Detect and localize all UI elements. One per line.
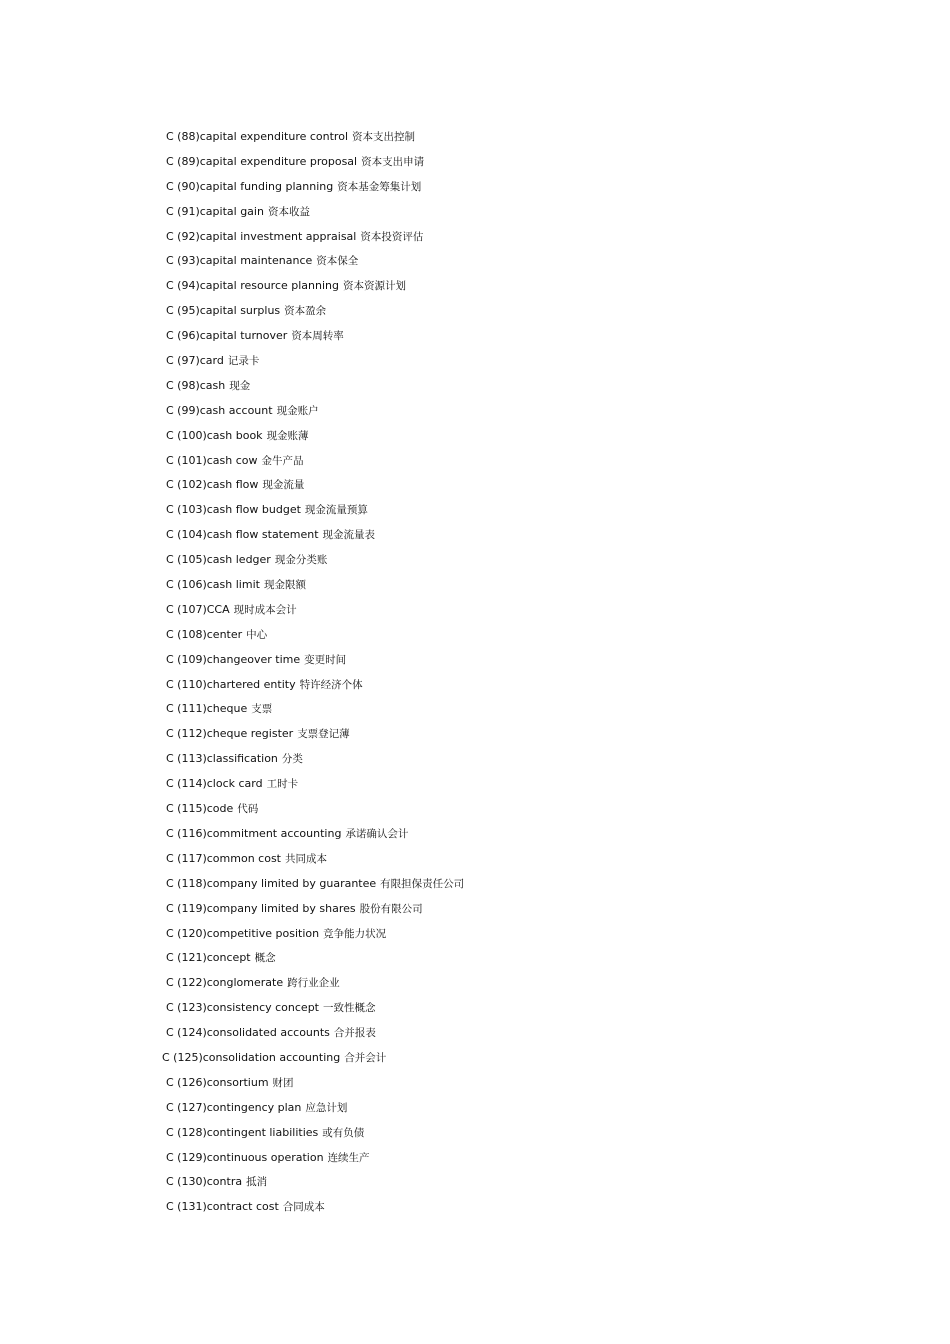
glossary-entry — [166, 127, 464, 152]
term-chinese: 资本支出申请 — [361, 155, 425, 168]
term-chinese: 共同成本 — [284, 852, 327, 865]
term-chinese: 现金限额 — [263, 579, 306, 592]
term-chinese: 现时成本会计 — [233, 603, 297, 616]
term-english: C (121)concept — [166, 951, 251, 965]
glossary-entry — [166, 251, 464, 276]
term-chinese: 代码 — [237, 803, 259, 816]
term-english: C (122)conglomerate — [166, 976, 284, 990]
term-chinese: 支票 — [251, 703, 273, 716]
glossary-entry — [166, 874, 464, 899]
term-english: C (116)commitment accounting — [166, 826, 342, 840]
term-english: C (106)cash limit — [166, 578, 260, 592]
term-english: C (114)clock card — [166, 777, 263, 791]
term-chinese: 资本支出控制 — [352, 131, 415, 143]
glossary-entry — [166, 625, 464, 650]
term-chinese: 资本收益 — [267, 205, 310, 218]
glossary-entry — [166, 301, 464, 326]
glossary-entry — [166, 799, 464, 824]
term-english: C (91)capital gain — [166, 204, 264, 218]
term-english: C (92)capital investment appraisal — [166, 229, 357, 243]
term-english: C (113)classification — [166, 752, 278, 766]
glossary-entry — [166, 1197, 464, 1222]
glossary-entry — [166, 1123, 464, 1148]
term-english: C (117)common cost — [166, 851, 281, 865]
term-chinese: 金牛产品 — [261, 454, 304, 467]
term-chinese: 资本保全 — [316, 255, 359, 268]
glossary-entry — [166, 177, 464, 202]
term-chinese: 股份有限公司 — [359, 902, 423, 915]
glossary-entry — [166, 152, 464, 177]
term-english: C (95)capital surplus — [166, 304, 281, 318]
term-english: C (96)capital turnover — [166, 329, 288, 343]
glossary-entry — [166, 451, 464, 476]
term-chinese: 工时卡 — [266, 778, 299, 791]
glossary-entry — [166, 1098, 464, 1123]
glossary-entry — [166, 326, 464, 351]
term-chinese: 合并报表 — [333, 1027, 376, 1040]
term-english: C (93)capital maintenance — [166, 254, 313, 268]
term-chinese: 现金流量表 — [322, 529, 376, 542]
term-english: C (109)changeover time — [166, 652, 301, 666]
term-chinese: 跨行业企业 — [287, 977, 340, 990]
term-english: C (125)consolidation accounting — [162, 1050, 341, 1064]
term-english: C (126)consortium — [166, 1075, 269, 1089]
term-english: C (130)contra — [166, 1175, 243, 1189]
term-chinese: 现金流量预算 — [304, 504, 368, 517]
term-english: C (124)consolidated accounts — [166, 1026, 330, 1040]
term-chinese: 资本资源计划 — [343, 280, 406, 293]
glossary-entry — [166, 724, 464, 749]
glossary-entry — [162, 1048, 464, 1073]
term-english: C (108)center — [166, 627, 243, 641]
glossary-entry — [166, 401, 464, 426]
glossary-entry — [166, 575, 464, 600]
term-english: C (103)cash flow budget — [166, 503, 301, 517]
term-english: C (99)cash account — [166, 403, 273, 417]
term-chinese: 竞争能力状况 — [323, 927, 387, 940]
term-english: C (127)contingency plan — [166, 1100, 302, 1114]
term-english: C (119)company limited by shares — [166, 901, 356, 915]
term-english: C (110)chartered entity — [166, 677, 296, 691]
term-english: C (107)CCA — [166, 602, 230, 616]
glossary-entry — [166, 849, 464, 874]
glossary-entry — [166, 1023, 464, 1048]
term-chinese: 记录卡 — [227, 355, 260, 368]
term-english: C (98)cash — [166, 378, 226, 392]
term-chinese: 分类 — [281, 753, 303, 766]
term-chinese: 资本基金筹集计划 — [337, 180, 422, 193]
term-english: C (120)competitive position — [166, 926, 320, 940]
term-english: C (100)cash book — [166, 428, 263, 442]
term-chinese: 财团 — [272, 1076, 294, 1089]
term-english: C (90)capital funding planning — [166, 179, 334, 193]
term-english: C (129)continuous operation — [166, 1150, 324, 1164]
glossary-entry — [166, 774, 464, 799]
term-chinese: 资本盈余 — [284, 305, 327, 318]
term-chinese: 现金分类账 — [274, 554, 328, 567]
term-chinese: 现金流量 — [262, 479, 305, 492]
glossary-entry — [166, 675, 464, 700]
term-english: C (123)consistency concept — [166, 1001, 319, 1015]
glossary-entry — [166, 998, 464, 1023]
term-english: C (112)cheque register — [166, 727, 294, 741]
term-english: C (115)code — [166, 802, 234, 816]
glossary-list — [162, 127, 465, 1222]
glossary-entry — [166, 276, 464, 301]
glossary-entry — [166, 550, 464, 575]
glossary-entry — [166, 1172, 464, 1197]
term-chinese: 概念 — [254, 952, 276, 965]
term-chinese: 资本投资评估 — [360, 230, 424, 243]
glossary-entry — [166, 475, 464, 500]
term-chinese: 合并会计 — [344, 1051, 387, 1064]
glossary-entry — [166, 525, 464, 550]
glossary-entry — [166, 749, 464, 774]
term-chinese: 现金账户 — [276, 404, 319, 417]
term-chinese: 中心 — [246, 628, 268, 641]
term-english: C (111)cheque — [166, 702, 248, 716]
term-chinese: 连续生产 — [327, 1151, 370, 1164]
term-english: C (128)contingent liabilities — [166, 1125, 319, 1139]
term-english: C (97)card — [166, 354, 224, 368]
glossary-entry — [166, 973, 464, 998]
glossary-entry — [166, 202, 464, 227]
glossary-entry — [166, 1073, 464, 1098]
term-chinese: 支票登记薄 — [297, 728, 350, 741]
glossary-entry — [166, 426, 464, 451]
term-chinese: 抵消 — [246, 1176, 268, 1189]
glossary-entry — [166, 600, 464, 625]
term-english: C (104)cash flow statement — [166, 528, 319, 542]
term-chinese: 一致性概念 — [323, 1002, 376, 1015]
term-chinese: 变更时间 — [304, 653, 347, 666]
term-chinese: 合同成本 — [282, 1201, 325, 1214]
term-chinese: 承诺确认会计 — [345, 827, 409, 840]
glossary-entry — [166, 1148, 464, 1173]
glossary-entry — [166, 376, 464, 401]
term-english: C (105)cash ledger — [166, 553, 271, 567]
glossary-entry — [166, 227, 464, 252]
term-chinese: 或有负债 — [322, 1126, 365, 1139]
term-english: C (102)cash flow — [166, 478, 259, 492]
glossary-entry — [166, 351, 464, 376]
term-chinese: 应急计划 — [305, 1101, 348, 1114]
glossary-entry — [166, 650, 464, 675]
term-english: C (88)capital expenditure control — [166, 130, 348, 143]
term-chinese: 现金账薄 — [266, 429, 309, 442]
term-chinese: 有限担保责任公司 — [380, 877, 465, 890]
glossary-entry — [166, 500, 464, 525]
glossary-entry — [166, 699, 464, 724]
term-chinese: 特许经济个体 — [299, 678, 363, 691]
term-english: C (94)capital resource planning — [166, 279, 339, 293]
term-english: C (118)company limited by guarantee — [166, 876, 377, 890]
term-english: C (131)contract cost — [166, 1200, 279, 1214]
glossary-entry — [166, 899, 464, 924]
glossary-entry — [166, 924, 464, 949]
term-chinese: 现金 — [229, 379, 251, 392]
term-english: C (101)cash cow — [166, 453, 258, 467]
glossary-entry — [166, 824, 464, 849]
glossary-entry — [166, 948, 464, 973]
term-chinese: 资本周转率 — [291, 330, 344, 343]
term-english: C (89)capital expenditure proposal — [166, 154, 358, 168]
